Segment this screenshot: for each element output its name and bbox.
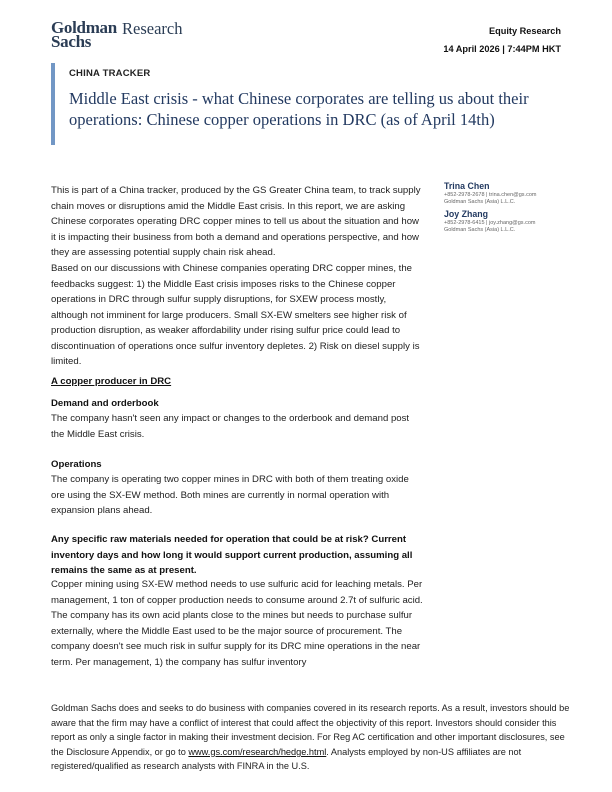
report-type: Equity Research	[489, 26, 561, 36]
logo-sachs: Sachs	[51, 32, 92, 51]
author-name[interactable]: Trina Chen	[444, 181, 490, 191]
logo-goldman: Goldman	[51, 18, 117, 37]
goldman-sachs-logo	[51, 18, 183, 51]
disclosure-text-end: . Analysts employed by non-US affiliates are not registered/qualified as research analysts with FINRA in the U.S.	[51, 746, 522, 772]
report-meta	[443, 22, 561, 58]
author-firm: Goldman Sachs (Asia) L.L.C.	[444, 199, 516, 206]
author-block	[444, 181, 574, 206]
report-category: CHINA TRACKER	[69, 68, 151, 79]
section-heading: A copper producer in DRC	[51, 376, 172, 387]
title-accent-bar	[51, 63, 55, 145]
author-name[interactable]: Joy Zhang	[444, 209, 488, 219]
disclosure-link[interactable]: www.gs.com/research/hedge.html	[188, 746, 327, 757]
author-block	[444, 209, 574, 234]
demand-paragraph: The company hasn't seen any impact or changes to the orderbook and demand post the Middle East crisis.	[51, 413, 410, 440]
report-title: Middle East crisis - what Chinese corporates are telling us about their operations: Chinese copper operations in DRC (as of April 14th)	[69, 89, 529, 129]
disclosure-text: Goldman Sachs does and seeks to do business with companies covered in its research reports. As a result, investors should be aware that the firm may have a conflict of interest that could affect the objectivity of this report. Investors should consider this report as only a single factor in making their investment decision. For Reg AC certification and other important disclosures, see the Disclosure Appendix, or go to	[51, 703, 570, 757]
report-date: 14 April 2026 | 7:44PM HKT	[443, 44, 561, 54]
subheading-raw-materials: Any specific raw materials needed for operation that could be at risk? Current inventory days and how long it would support current production, assuming all remains the same as at present.	[51, 534, 413, 576]
intro-paragraph: This is part of a China tracker, produced by the GS Greater China team, to track supply chain moves or disruptions amid the Middle East crisis. In this report, we are asking Chinese corporates operating DRC copper mines to tell us about the situation and how it is impacting their business from both a demand and operations perspective, and how they are assessing potential supply chain risk ahead.	[51, 185, 421, 258]
author-contact[interactable]: +852-2978-2678 | trina.chen@gs.com	[444, 192, 537, 198]
logo-research: Research	[122, 19, 183, 38]
subheading-demand: Demand and orderbook	[51, 398, 159, 409]
summary-paragraph: Based on our discussions with Chinese companies operating DRC copper mines, the feedbacks suggest: 1) the Middle East crisis imposes risks to the Chinese copper operations in DRC through sulfur supply disruptions, for SXEW process mostly, although not imminent for large producers. Small SX-EW smelters see higher risk of production disruption, as weaker affordability under rising sulfur price could lead to discontinuation of operations once sulfur inventory depletes. 2) Risk on diesel supply is limited.	[51, 263, 420, 367]
author-firm: Goldman Sachs (Asia) L.L.C.	[444, 227, 516, 234]
raw-materials-paragraph: Copper mining using SX-EW method needs to use sulfuric acid for leaching metals. Per management, 1 ton of copper production needs to consume around 2.7t of sulfuric acid. The company has its own acid plants close to the mines but needs to purchase sulfur externally, where the Middle East used to be the major source of procurement. The company doesn't see much risk in sulfur supply for its DRC mine operations in the near term. Per management, 1) the company has sulfur inventory	[51, 579, 423, 668]
disclosure-footer	[51, 701, 571, 774]
operations-paragraph: The company is operating two copper mines in DRC with both of them treating oxide ore using the SX-EW method. Both mines are currently in normal operation with expansion plans ahead.	[51, 474, 409, 516]
subheading-operations: Operations	[51, 459, 102, 470]
author-contact[interactable]: +852-2978-6415 | joy.zhang@gs.com	[444, 220, 536, 226]
